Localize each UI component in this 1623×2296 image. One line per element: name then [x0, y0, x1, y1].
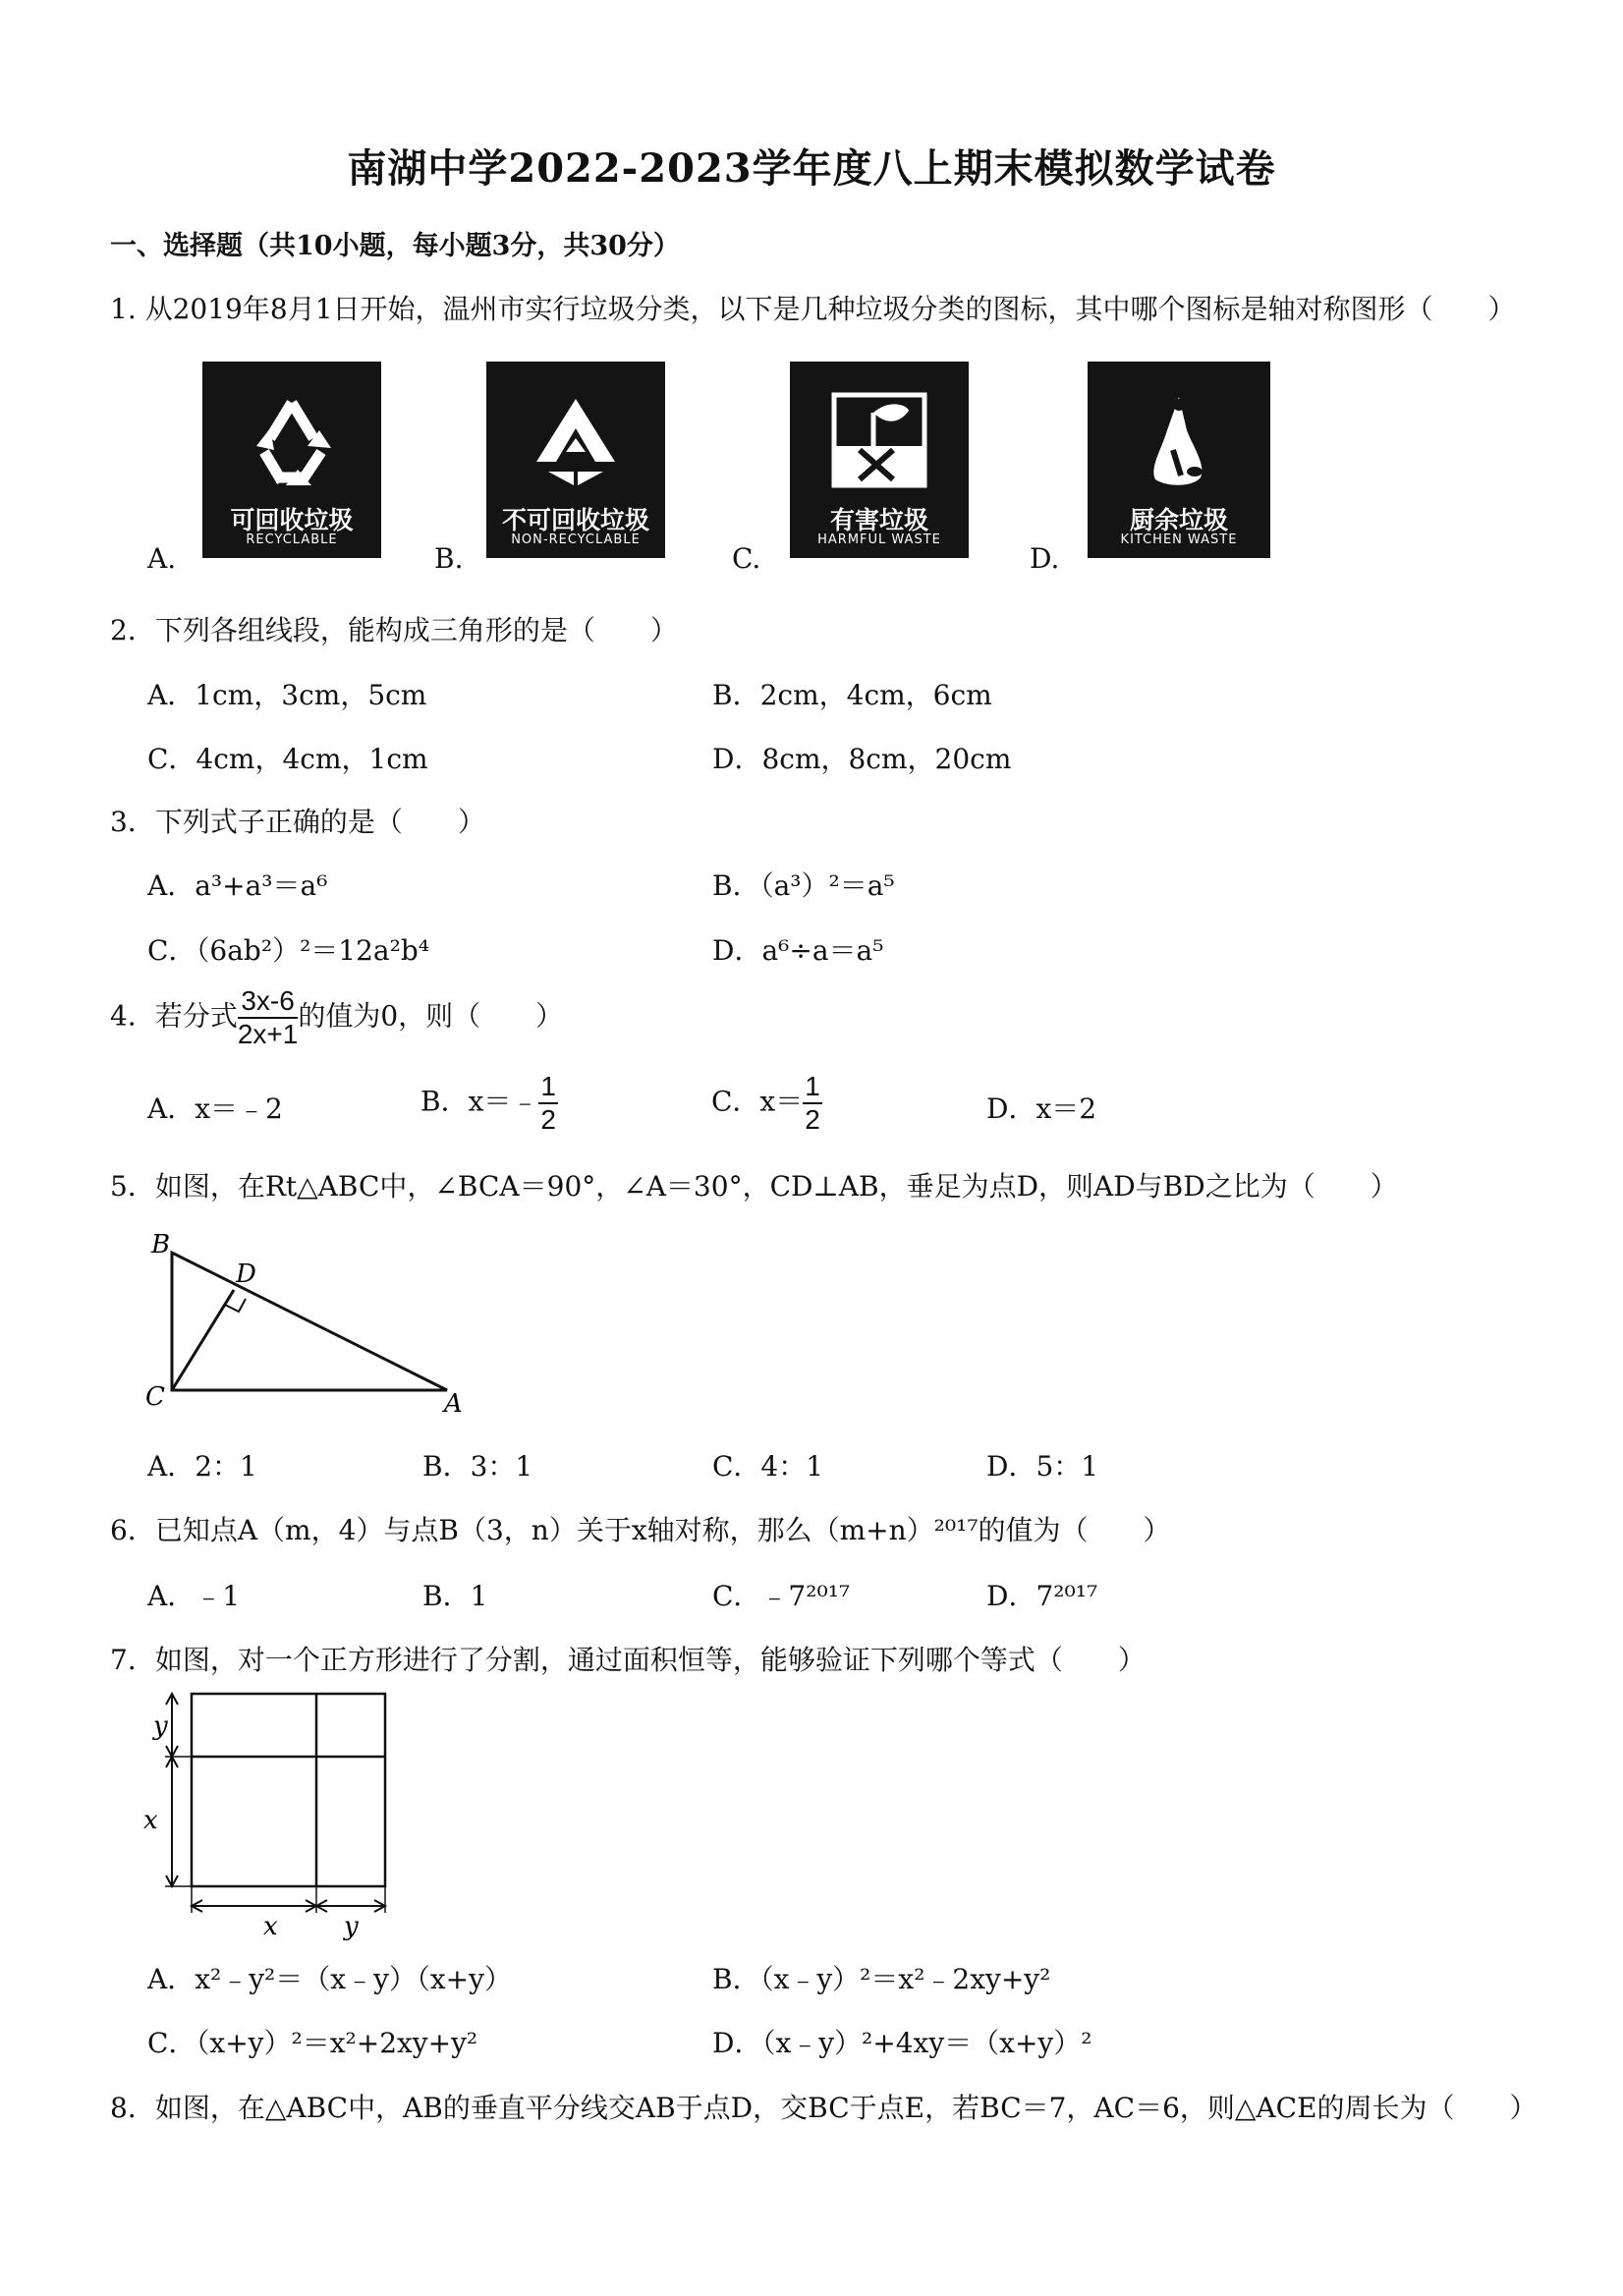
q5-triangle-figure	[138, 1223, 472, 1420]
harmful-waste-icon	[830, 391, 928, 489]
q4-option-b-denominator: 2	[540, 1104, 556, 1135]
q5-option-d: D．5：1	[986, 1450, 1099, 1483]
q4-fraction-denominator: 2x+1	[237, 1019, 299, 1049]
q6-option-d: D．7²⁰¹⁷	[986, 1580, 1098, 1612]
label-d: D	[236, 1260, 256, 1289]
q1-option-b-en-label: NON-RECYCLABLE	[511, 532, 641, 547]
q7-option-c: C．（x+y）²＝x²+2xy+y²	[147, 2027, 478, 2059]
q5-option-b: B．3：1	[422, 1450, 533, 1483]
q4-option-b-fraction	[538, 1071, 558, 1136]
q4-option-c-denominator: 2	[805, 1104, 820, 1135]
question-2-stem: 2．下列各组线段，能构成三角形的是（ ）	[110, 614, 678, 646]
q2-option-c: C．4cm，4cm，1cm	[147, 743, 428, 775]
q3-option-a: A．a³+a³＝a⁶	[147, 869, 328, 902]
q1-option-d-cn-label: 厨余垃圾	[1129, 506, 1228, 534]
label-y-bottom: y	[344, 1912, 359, 1940]
q1-option-b-letter: B.	[434, 542, 464, 575]
q4-option-c-prefix: C．x＝	[711, 1085, 804, 1118]
q4-option-d: D．x＝2	[986, 1092, 1097, 1125]
q3-option-c: C．（6ab²）²＝12a²b⁴	[147, 934, 430, 967]
outer-square	[192, 1694, 385, 1886]
label-x-bottom: x	[263, 1912, 278, 1940]
q1-option-a-cn-label: 可回收垃圾	[230, 506, 354, 534]
q7-square-figure	[138, 1685, 403, 1940]
label-b: B	[151, 1230, 171, 1260]
q2-option-a: A．1cm，3cm，5cm	[147, 679, 427, 711]
question-4-stem	[110, 985, 563, 1050]
q1-option-b-image	[486, 362, 665, 558]
q4-fraction-numerator: 3x-6	[238, 985, 299, 1019]
q4-option-b	[420, 1071, 558, 1136]
q1-option-a-en-label: RECYCLABLE	[246, 532, 338, 547]
q1-option-a-letter: A.	[147, 542, 177, 575]
q6-option-a: A．﹣1	[147, 1580, 241, 1612]
q1-option-d-letter: D.	[1030, 542, 1060, 575]
label-y-left: y	[153, 1711, 168, 1741]
q4-fraction	[238, 985, 299, 1050]
q4-option-c-numerator: 1	[803, 1071, 822, 1104]
q3-option-d: D．a⁶÷a＝a⁵	[712, 934, 884, 967]
kitchen-waste-icon	[1128, 391, 1226, 489]
q6-option-c: C．﹣7²⁰¹⁷	[712, 1580, 851, 1612]
q4-option-c-fraction	[803, 1071, 822, 1136]
label-x-left: x	[143, 1806, 158, 1835]
q4-option-a: A．x＝﹣2	[147, 1092, 283, 1125]
q7-option-d: D．（x﹣y）²+4xy＝（x+y）²	[712, 2027, 1092, 2059]
q1-option-a-image	[202, 362, 381, 558]
q1-option-c-image	[790, 362, 969, 558]
q1-option-d-image	[1088, 362, 1270, 558]
page-title: 南湖中学2022-2023学年度八上期末模拟数学试卷	[347, 145, 1276, 192]
q4-stem-after: 的值为0，则（ ）	[298, 999, 564, 1033]
q2-option-d: D．8cm，8cm，20cm	[712, 743, 1012, 775]
altitude-cd	[172, 1290, 234, 1390]
q4-option-c	[711, 1071, 822, 1136]
non-recyclable-icon	[527, 391, 625, 489]
question-5-stem: 5．如图，在Rt△ABC中，∠BCA＝90°，∠A＝30°，CD⊥AB，垂足为点D，则AD与BD之比为（ ）	[110, 1170, 1398, 1203]
q1-option-c-en-label: HARMFUL WASTE	[817, 532, 941, 547]
q1-option-c-letter: C.	[732, 542, 761, 575]
q5-option-a: A．2：1	[147, 1450, 257, 1483]
label-a: A	[444, 1389, 463, 1419]
q2-option-b: B．2cm，4cm，6cm	[712, 679, 992, 711]
q3-option-b: B．（a³）²＝a⁵	[712, 869, 895, 902]
question-1-stem: 1. 从2019年8月1日开始，温州市实行垃圾分类，以下是几种垃圾分类的图标，其中哪个图标是轴对称图形（ ）	[110, 293, 1516, 325]
q4-option-b-numerator: 1	[538, 1071, 558, 1104]
section-heading: 一、选择题（共10小题，每小题3分，共30分）	[110, 231, 680, 261]
q1-option-c-cn-label: 有害垃圾	[829, 506, 928, 534]
question-7-stem: 7．如图，对一个正方形进行了分割，通过面积恒等，能够验证下列哪个等式（ ）	[110, 1644, 1146, 1676]
q4-option-b-prefix: B．x＝﹣	[420, 1085, 539, 1118]
question-8-stem: 8．如图，在△ABC中，AB的垂直平分线交AB于点D，交BC于点E，若BC＝7，AC＝6，则△ACE的周长为（ ）	[110, 2092, 1538, 2124]
q6-option-b: B．1	[422, 1580, 488, 1612]
q5-option-c: C．4：1	[712, 1450, 824, 1483]
q4-stem-before: 4．若分式	[110, 999, 238, 1033]
q7-option-b: B．（x﹣y）²＝x²﹣2xy+y²	[712, 1963, 1051, 1995]
q1-option-d-en-label: KITCHEN WASTE	[1120, 532, 1238, 547]
q1-option-b-cn-label: 不可回收垃圾	[501, 506, 649, 534]
label-c: C	[145, 1382, 165, 1412]
q7-option-a: A．x²﹣y²＝（x﹣y）（x+y）	[147, 1963, 512, 1995]
question-6-stem: 6．已知点A（m，4）与点B（3，n）关于x轴对称，那么（m+n）²⁰¹⁷的值为（ ）	[110, 1514, 1171, 1546]
question-3-stem: 3．下列式子正确的是（ ）	[110, 806, 485, 838]
recycle-icon	[243, 391, 341, 489]
